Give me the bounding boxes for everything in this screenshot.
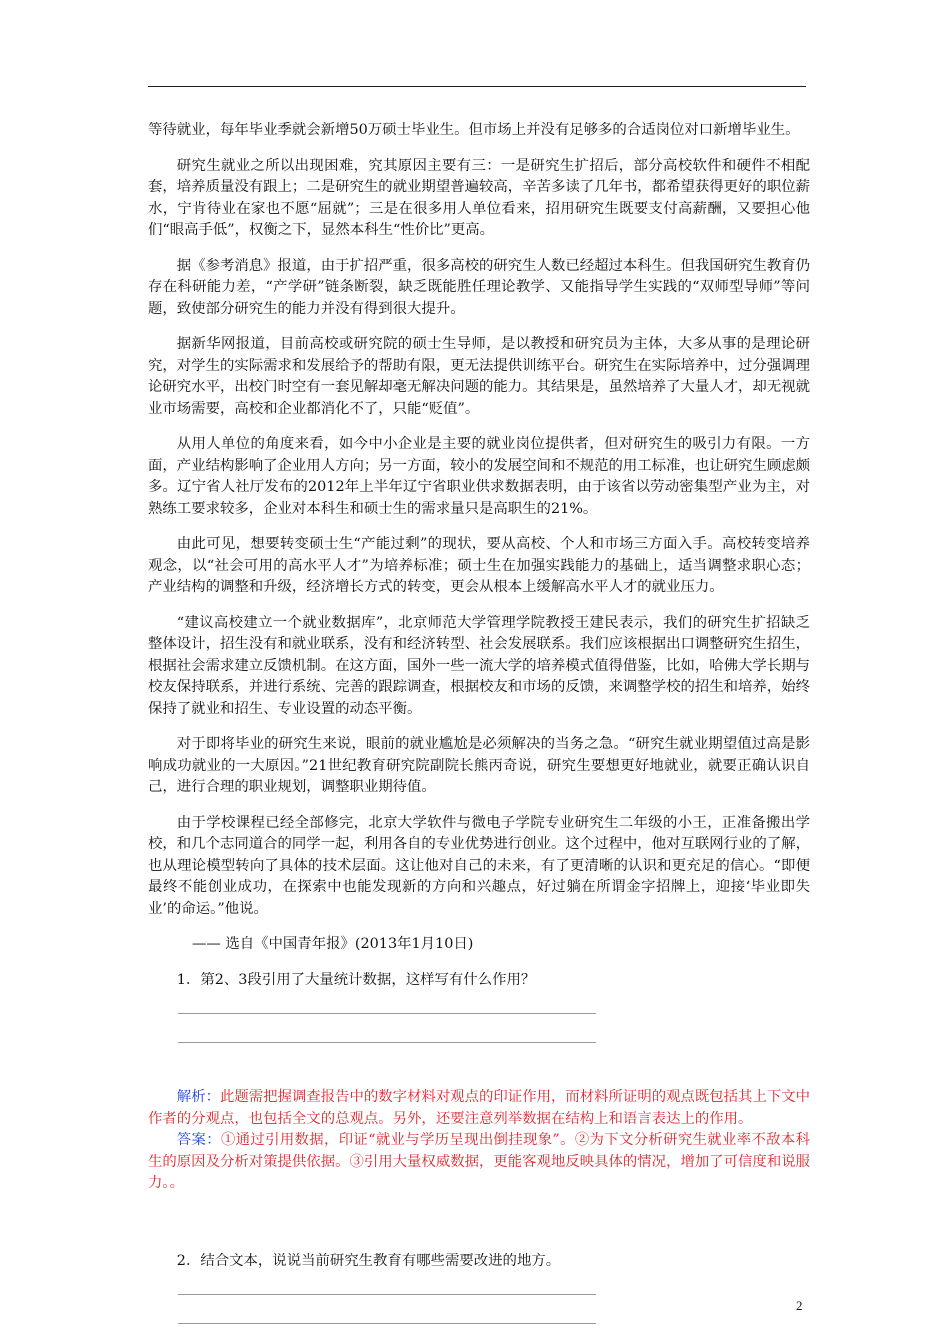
answer-line: [178, 1323, 596, 1324]
question-2: 2．结合文本，说说当前研究生教育有哪些需要改进的地方。: [176, 1252, 561, 1269]
answer-text: ①通过引用数据，印证“就业与学历呈现出倒挂现象”。②为下文分析研究生就业率不敌本科生的原因及分析对策提供依据。③引用大量权威数据，更能客观地反映具体的情况，增加了可信度和说服力。。: [148, 1132, 810, 1191]
question-1: 1．第2、3段引用了大量统计数据，这样写有什么作用？: [176, 971, 536, 988]
body-paragraph: 从用人单位的角度来看，如今中小企业是主要的就业岗位提供者，但对研究生的吸引力有限。一方面，产业结构影响了企业用人方向；另一方面，较小的发展空间和不规范的用工标准，也让研究生顾虑颇多。辽宁省人社厅发布的2012年上半年辽宁省职业供求数据表明，由于该省以劳动密集型产业为主，对熟练工要求较多，企业对本科生和硕士生的需求量只是高职生的21%。: [148, 436, 810, 517]
body-paragraph: “建议高校建立一个就业数据库”，北京师范大学管理学院教授王建民表示，我们的研究生扩招缺乏整体设计，招生没有和就业联系，没有和经济转型、社会发展联系。我们应该根据出口调整研究生招生，根据社会需求建立反馈机制。在这方面，国外一些一流大学的培养模式值得借鉴，比如，哈佛大学长期与校友保持联系，并进行系统、完善的跟踪调查，根据校友和市场的反馈，来调整学校的招生和培养，始终保持了就业和招生、专业设置的动态平衡。: [148, 614, 810, 717]
opening-paragraph: 等待就业，每年毕业季就会新增50万硕士毕业生。但市场上并没有足够多的合适岗位对口新增毕业生。: [148, 122, 800, 138]
analysis-text: 此题需把握调查报告中的数字材料对观点的印证作用，而材料所证明的观点既包括其上下文中作者的分观点，也包括全文的总观点。另外，还要注意列举数据在结构上和语言表达上的作用。: [148, 1089, 811, 1127]
page-number: 2: [796, 1298, 803, 1313]
answer-line: [178, 1042, 596, 1043]
article-source: —— 选自《中国青年报》(2013年1月10日): [192, 936, 474, 952]
answer-line: [178, 1294, 596, 1295]
document-body: [148, 120, 810, 1324]
body-paragraph: 对于即将毕业的研究生来说，眼前的就业尴尬是必须解决的当务之急。“研究生就业期望值过高是影响成功就业的一大原因。”21世纪教育研究院副院长熊丙奇说，研究生要想更好地就业，就要正确认识自己，进行合理的职业规划，调整职业期待值。: [148, 736, 810, 795]
analysis-label: 解析：: [176, 1089, 220, 1105]
body-paragraph: 研究生就业之所以出现困难，究其原因主要有三：一是研究生扩招后，部分高校软件和硬件不相配套，培养质量没有跟上；二是研究生的就业期望普遍较高，辛苦多读了几年书，都希望获得更好的职位薪水，宁肯待业在家也不愿“屈就”；三是在很多用人单位看来，招用研究生既要支付高薪酬，又要担心他们“眼高手低”，权衡之下，显然本科生“性价比”更高。: [148, 157, 810, 238]
body-paragraph: 据《参考消息》报道，由于扩招严重，很多高校的研究生人数已经超过本科生。但我国研究生教育仍存在科研能力差，“产学研”链条断裂，缺乏既能胜任理论教学、又能指导学生实践的“双师型导师”等问题，致使部分研究生的能力并没有得到很大提升。: [148, 257, 810, 317]
analysis: [148, 1087, 810, 1130]
answer-block: [148, 1087, 810, 1195]
answer: [148, 1130, 810, 1195]
answer-label: 答案：: [176, 1132, 221, 1148]
body-paragraph: 由此可见，想要转变硕士生“产能过剩”的现状，要从高校、个人和市场三方面入手。高校转变培养观念，以“社会可用的高水平人才”为培养标准；硕士生在加强实践能力的基础上，适当调整求职心态；产业结构的调整和升级，经济增长方式的转变，更会从根本上缓解高水平人才的就业压力。: [148, 536, 810, 595]
answer-line: [178, 1013, 596, 1014]
body-paragraph: 由于学校课程已经全部修完，北京大学软件与微电子学院专业研究生二年级的小王，正准备搬出学校，和几个志同道合的同学一起，利用各自的专业优势进行创业。这个过程中，他对互联网行业的了解，也从理论模型转向了具体的技术层面。这让他对自己的未来，有了更清晰的认识和更充足的信心。“即便最终不能创业成功，在探索中也能发现新的方向和兴趣点，好过躺在所谓金字招牌上，迎接‘毕业即失业’的命运。”他说。: [148, 814, 810, 917]
body-paragraph: 据新华网报道，目前高校或研究院的硕士生导师，是以教授和研究员为主体，大多从事的是理论研究，对学生的实际需求和发展给予的帮助有限，更无法提供训练平台。研究生在实际培养中，过分强调理论研究水平，出校门时空有一套见解却毫无解决问题的能力。其结果是，虽然培养了大量人才，却无视就业市场需要，高校和企业都消化不了，只能“贬值”。: [148, 336, 810, 417]
header-rule: [148, 86, 806, 87]
